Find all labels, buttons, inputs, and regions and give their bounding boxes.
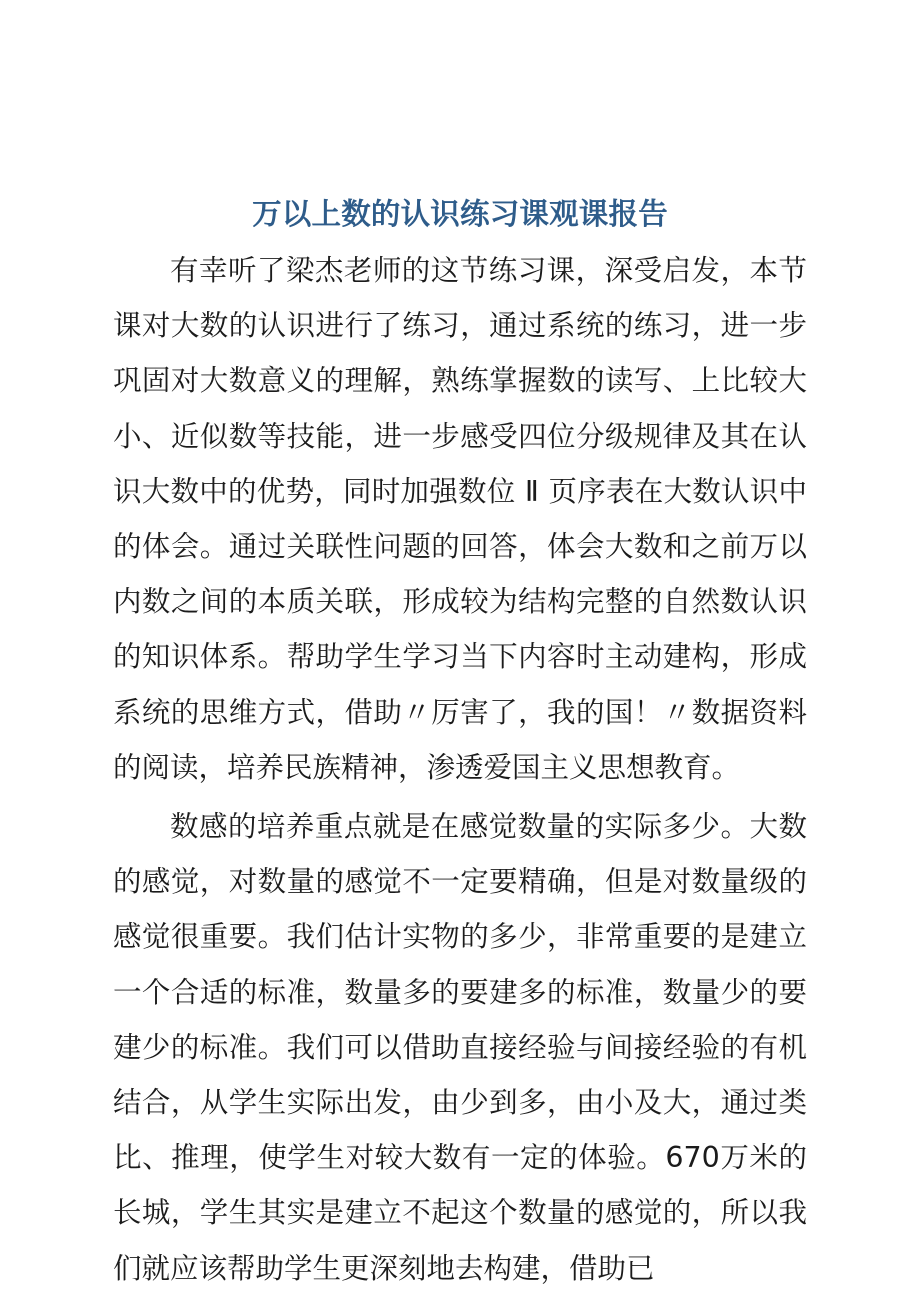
paragraph: 有幸听了梁杰老师的这节练习课，深受启发，本节课对大数的认识进行了练习，通过系统的练习，进一步巩固对大数意义的理解，熟练掌握数的读写、上比较大小、近似数等技能，进一步感受四位分级规律及其在认识大数中的优势，同时加强数位 Ⅱ 页序表在大数认识中的体会。通过关联性问题的回答，体会大数和之前万以内数之间的本质关联，形成较为结构完整的自然数认识的知识体系。帮助学生学习当下内容时主动建构，形成系统的思维方式，借助〃厉害了，我的国！〃数据资料的阅读，培养民族精神，渗透爱国主义思想教育。 (113, 254, 807, 784)
document-body (113, 243, 807, 1296)
paragraph: 数感的培养重点就是在感觉数量的实际多少。大数的感觉，对数量的感觉不一定要精确，但是对数量级的感觉很重要。我们估计实物的多少，非常重要的是建立一个合适的标准，数量多的要建多的标准，数量少的要建少的标准。我们可以借助直接经验与间接经验的有机结合，从学生实际出发，由少到多，由小及大，通过类比、推理，使学生对较大数有一定的体验。670万米的长城，学生其实是建立不起这个数量的感觉的，所以我们就应该帮助学生更深刻地去构建，借助已 (113, 810, 807, 1285)
page-title: 万以上数的认识练习课观课报告 (252, 196, 668, 231)
